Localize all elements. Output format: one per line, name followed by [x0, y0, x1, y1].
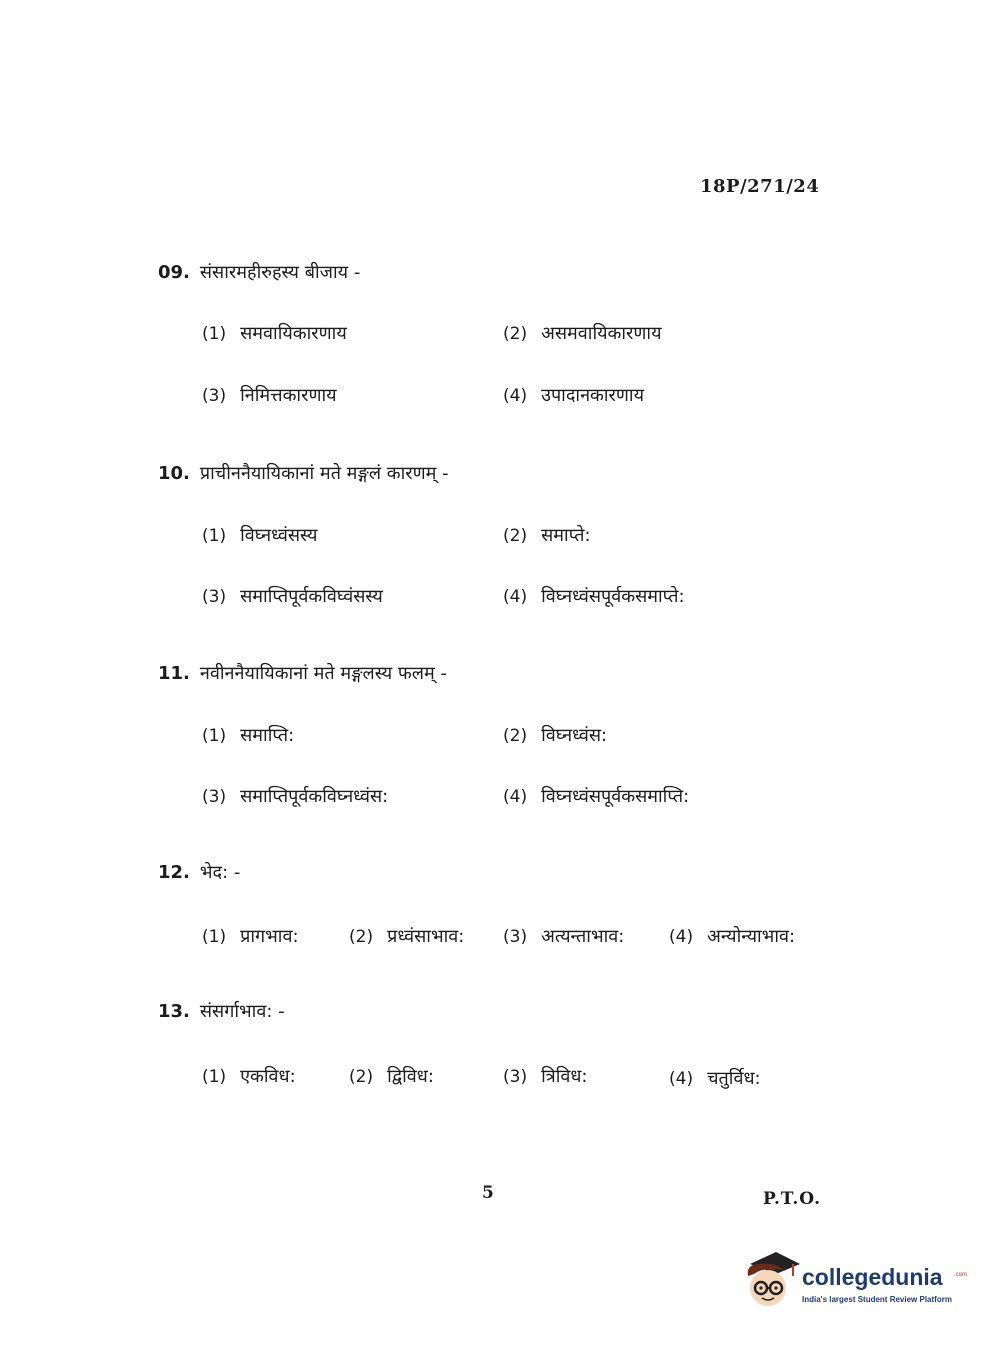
question-09: [158, 260, 858, 284]
page-number: 5: [482, 1183, 494, 1203]
option-text: समवायिकारणाय: [240, 323, 347, 344]
option-text: विघ्नध्वंसपूर्वकसमाप्ते:: [541, 586, 685, 607]
option-3: [202, 784, 388, 808]
question-number: 10.: [158, 463, 190, 484]
pto-label: P.T.O.: [763, 1189, 821, 1209]
paper-code: 18P/271/24: [700, 176, 820, 197]
option-number: (3): [503, 927, 528, 947]
option-3: [202, 584, 383, 608]
option-number: (2): [503, 726, 528, 746]
option-text: समाप्ते:: [541, 525, 591, 546]
question-text: भेद: -: [199, 862, 241, 883]
option-number: (1): [202, 324, 227, 344]
brand-tld: .com: [954, 1272, 968, 1278]
option-1: [202, 321, 347, 345]
option-number: (4): [503, 386, 528, 406]
option-text: विघ्नध्वंस:: [541, 725, 608, 746]
option-2: [503, 321, 662, 345]
option-number: (1): [202, 1067, 227, 1087]
option-text: त्रिविध:: [541, 1066, 588, 1087]
option-3: [202, 383, 337, 407]
question-text: नवीननैयायिकानां मते मङ्गलस्य फलम् -: [199, 663, 447, 684]
option-text: उपादानकारणाय: [541, 385, 645, 406]
question-text: संसारमहीरुहस्य बीजाय -: [199, 262, 361, 283]
option-text: निमित्तकारणाय: [240, 385, 337, 406]
option-1: [202, 523, 317, 547]
option-text: समाप्ति:: [240, 725, 295, 746]
option-number: (4): [503, 787, 528, 807]
option-2: [503, 523, 591, 547]
question-number: 12.: [158, 862, 190, 883]
question-text: प्राचीननैयायिकानां मते मङ्गलं कारणम् -: [199, 463, 449, 484]
option-text: असमवायिकारणाय: [541, 323, 662, 344]
option-2: [349, 924, 464, 948]
option-number: (3): [202, 787, 227, 807]
option-1: [202, 723, 294, 747]
option-number: (4): [503, 587, 528, 607]
question-10: [158, 461, 858, 485]
option-text: द्विविध:: [387, 1066, 434, 1087]
option-number: (2): [349, 1067, 374, 1087]
option-text: एकविध:: [240, 1066, 296, 1087]
question-number: 13.: [158, 1001, 190, 1022]
option-1: [202, 924, 299, 948]
option-3: [503, 1064, 588, 1088]
option-text: समाप्तिपूर्वकविघ्नध्वंस:: [240, 786, 389, 807]
option-2: [349, 1064, 434, 1088]
question-number: 11.: [158, 663, 190, 684]
option-text: प्रागभाव:: [240, 926, 299, 947]
brand-name: collegedunia: [802, 1264, 943, 1290]
option-text: समाप्तिपूर्वकविघ्वंसस्य: [240, 586, 383, 607]
option-4: [669, 924, 795, 948]
option-text: अत्यन्ताभाव:: [541, 926, 625, 947]
option-number: (1): [202, 526, 227, 546]
option-text: प्रध्वंसाभाव:: [387, 926, 465, 947]
option-number: (3): [503, 1067, 528, 1087]
option-number: (4): [669, 927, 694, 947]
option-4: [669, 1066, 761, 1090]
option-number: (3): [202, 386, 227, 406]
brand-tagline: India's largest Student Review Platform: [802, 1295, 952, 1304]
option-number: (1): [202, 726, 227, 746]
option-number: (3): [202, 587, 227, 607]
option-number: (1): [202, 927, 227, 947]
option-4: [503, 383, 644, 407]
question-11: [158, 661, 858, 685]
question-number: 09.: [158, 262, 190, 283]
option-text: विघ्नध्वंसपूर्वकसमाप्ति:: [541, 786, 690, 807]
option-text: विघ्नध्वंसस्य: [240, 525, 318, 546]
question-12: [158, 860, 858, 884]
collegedunia-watermark: [742, 1250, 972, 1314]
option-number: (4): [669, 1069, 694, 1089]
option-number: (2): [503, 324, 528, 344]
question-13: [158, 999, 858, 1023]
option-2: [503, 723, 607, 747]
mascot-icon: [742, 1250, 802, 1314]
option-3: [503, 924, 624, 948]
option-text: अन्योन्याभाव:: [707, 926, 796, 947]
option-4: [503, 584, 685, 608]
question-text: संसर्गाभाव: -: [199, 1001, 285, 1022]
option-number: (2): [503, 526, 528, 546]
option-1: [202, 1064, 296, 1088]
option-text: चतुर्विध:: [707, 1068, 761, 1089]
option-4: [503, 784, 689, 808]
option-number: (2): [349, 927, 374, 947]
